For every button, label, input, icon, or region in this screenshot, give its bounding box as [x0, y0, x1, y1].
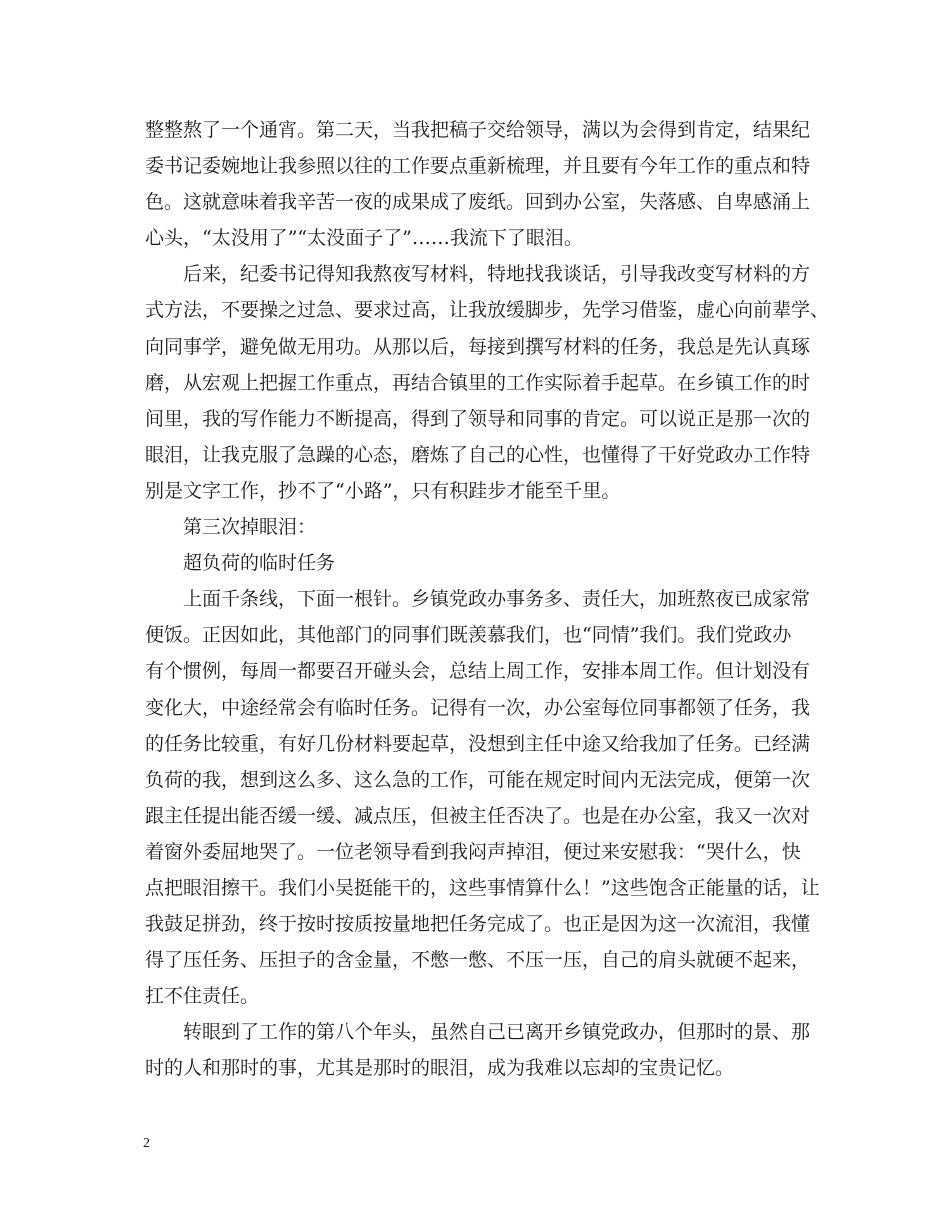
text-line: 委书记委婉地让我参照以往的工作要点重新梳理，并且要有今年工作的重点和特: [145, 155, 811, 178]
text-line: 时的人和那时的事，尤其是那时的眼泪，成为我难以忘却的宝贵记忆。: [145, 1057, 735, 1080]
text-line: 式方法，不要操之过急、要求过高，让我放缓脚步，先学习借鉴，虚心向前辈学、: [145, 299, 830, 322]
text-line: 色。这就意味着我辛苦一夜的成果成了废纸。回到办公室，失落感、自卑感涌上: [145, 191, 811, 214]
text-line: 便饭。正因如此，其他部门的同事们既羡慕我们，也“同情”我们。我们党政办: [145, 624, 792, 647]
text-line: 负荷的我，想到这么多、这么急的工作，可能在规定时间内无法完成，便第一次: [145, 768, 811, 791]
text-line: 后来，纪委书记得知我熬夜写材料，特地找我谈话，引导我改变写材料的方: [145, 263, 811, 286]
text-line: 转眼到了工作的第八个年头，虽然自己已离开乡镇党政办，但那时的景、那: [145, 1021, 811, 1044]
text-line: 扛不住责任。: [145, 985, 260, 1008]
body-text: [145, 112, 830, 1087]
text-line: 间里，我的写作能力不断提高，得到了领导和同事的肯定。可以说正是那一次的: [145, 407, 811, 430]
text-line: 向同事学，避免做无用功。从那以后，每接到撰写材料的任务，我总是先认真琢: [145, 335, 811, 358]
section-subheading: 超负荷的临时任务: [145, 552, 336, 575]
text-line: 得了压任务、压担子的含金量，不憋一憋、不压一压，自己的肩头就硬不起来，: [145, 949, 811, 972]
text-line: 变化大，中途经常会有临时任务。记得有一次，办公室每位同事都领了任务，我: [145, 696, 811, 719]
text-line: 点把眼泪擦干。我们小吴挺能干的，这些事情算什么！”这些饱含正能量的话，让: [145, 876, 820, 899]
text-line: 心头，“太没用了”“太没面子了”……我流下了眼泪。: [145, 227, 583, 250]
text-line: 跟主任提出能否缓一缓、减点压，但被主任否决了。也是在办公室，我又一次对: [145, 804, 811, 827]
text-line: 整整熬了一个通宵。第二天，当我把稿子交给领导，满以为会得到肯定，结果纪: [145, 119, 811, 141]
text-line: 着窗外委屈地哭了。一位老领导看到我闷声掉泪，便过来安慰我：“哭什么，快: [145, 840, 801, 863]
section-heading: 第三次掉眼泪：: [145, 516, 317, 539]
text-line: 有个惯例，每周一都要召开碰头会，总结上周工作，安排本周工作。但计划没有: [145, 660, 811, 683]
page-number: 2: [143, 1136, 150, 1151]
text-line: 眼泪，让我克服了急躁的心态，磨炼了自己的心性，也懂得了干好党政办工作特: [145, 443, 811, 466]
text-line: 我鼓足拼劲，终于按时按质按量地把任务完成了。也正是因为这一次流泪，我懂: [145, 913, 811, 936]
text-line: 上面千条线，下面一根针。乡镇党政办事务多、责任大，加班熬夜已成家常: [145, 588, 811, 611]
text-line: 别是文字工作，抄不了“小路”，只有积跬步才能至千里。: [145, 479, 621, 502]
text-line: 磨，从宏观上把握工作重点，再结合镇里的工作实际着手起草。在乡镇工作的时: [145, 371, 811, 394]
text-line: 的任务比较重，有好几份材料要起草，没想到主任中途又给我加了任务。已经满: [145, 732, 811, 755]
